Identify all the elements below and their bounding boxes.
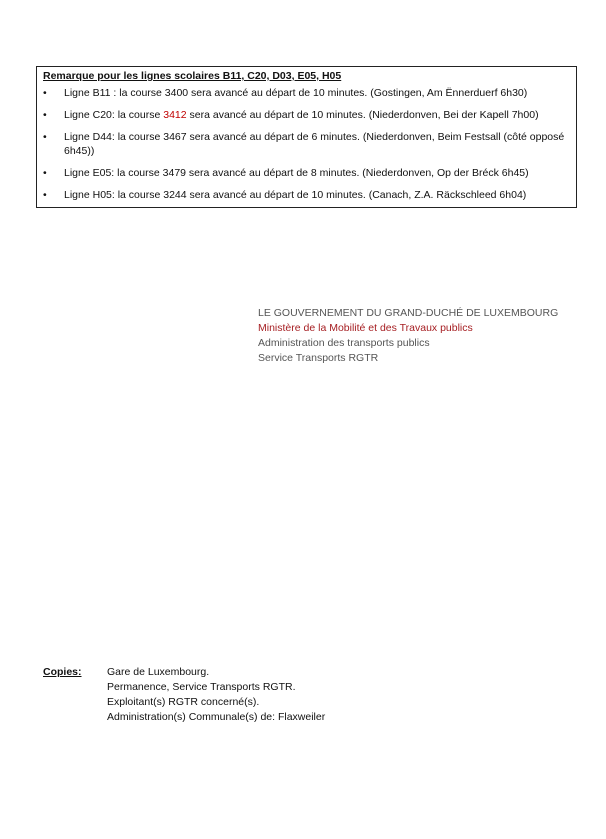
remark-text-continued: sera avancé au départ de 10 minutes. (Niederdonven, Bei der Kapell 7h00) [186,109,539,121]
bullet-icon: • [43,87,47,99]
remark-title: Remarque pour les lignes scolaires B11, C20, D03, E05, H05 [43,70,342,82]
remark-item-b11 [43,86,570,100]
bullet-icon: • [43,189,47,201]
copies-item: Gare de Luxembourg. [107,666,210,678]
bullet-icon: • [43,131,47,143]
school-lines-remark-box [36,66,577,208]
ministry-name: Ministère de la Mobilité et des Travaux publics [258,322,473,334]
remark-text: Ligne H05: la course 3244 sera avancé au départ de 10 minutes. (Canach, Z.A. Räckschleed 6h04) [64,189,527,201]
bullet-icon: • [43,109,47,121]
remark-text: Ligne B11 : la course 3400 sera avancé au départ de 10 minutes. (Gostingen, Am Ënnerduerf 6h30) [64,87,528,99]
copies-item: Exploitant(s) RGTR concerné(s). [107,696,260,708]
service-name: Service Transports RGTR [258,352,379,364]
copies-label: Copies: [43,666,82,678]
copies-list [107,665,325,725]
remark-text: Ligne E05: la course 3479 sera avancé au départ de 8 minutes. (Niederdonven, Op der Bréck 6h45) [64,167,529,179]
highlighted-course-number: 3412 [163,109,187,121]
remark-item-c20 [43,108,570,122]
administration-name: Administration des transports publics [258,337,430,349]
remark-text: Ligne C20: la course [64,109,164,121]
government-title: LE GOUVERNEMENT DU GRAND-DUCHÉ DE LUXEMBOURG [258,307,559,319]
remark-item-h05 [43,188,570,202]
copies-section [43,665,325,725]
remark-item-d44 [43,130,570,158]
government-signature-block [258,306,558,366]
remark-text: Ligne D44: la course 3467 sera avancé au départ de 6 minutes. (Niederdonven, Beim Festsall (côté opposé 6h45)) [64,131,565,157]
remark-list [43,86,570,202]
copies-item: Permanence, Service Transports RGTR. [107,681,296,693]
remark-item-e05 [43,166,570,180]
copies-item: Administration(s) Communale(s) de: Flaxweiler [107,711,326,723]
bullet-icon: • [43,167,47,179]
